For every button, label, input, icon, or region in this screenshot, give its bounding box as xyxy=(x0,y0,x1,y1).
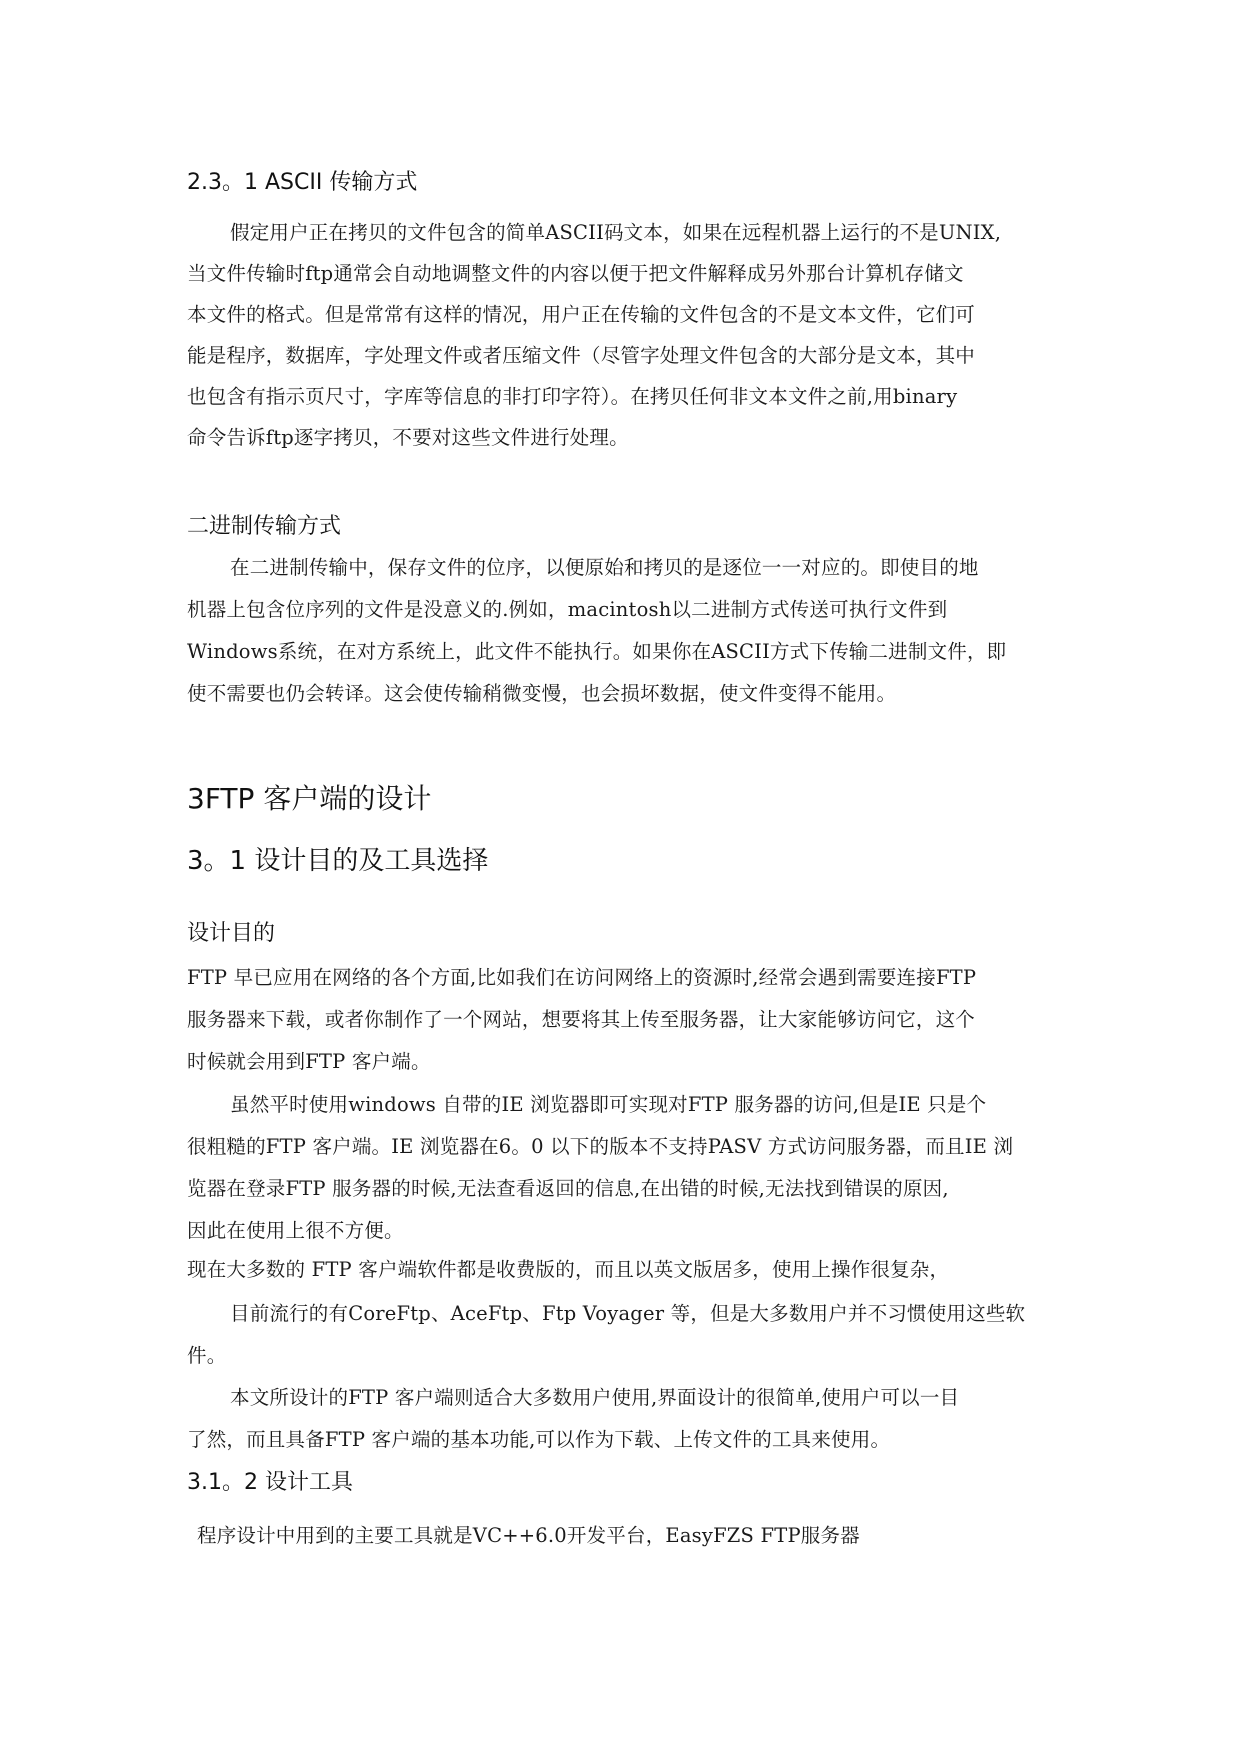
paragraph-line: 现在大多数的 FTP 客户端软件都是收费版的，而且以英文版居多，使用上操作很复杂， xyxy=(187,1258,950,1281)
section-heading-3-1-2: 3.1。2 设计工具 xyxy=(187,1470,353,1495)
paragraph-line: 因此在使用上很不方便。 xyxy=(187,1219,404,1242)
paragraph-line: 使不需要也仍会转译。这会使传输稍微变慢，也会损坏数据，使文件变得不能用。 xyxy=(187,682,897,705)
chapter-heading-3: 3FTP 客户端的设计 xyxy=(187,782,432,815)
paragraph-line: FTP 早已应用在网络的各个方面,比如我们在访问网络上的资源时,经常会遇到需要连接FTP xyxy=(187,966,977,989)
paragraph-line: 能是程序，数据库，字处理文件或者压缩文件（尽管字处理文件包含的大部分是文本，其中 xyxy=(187,344,976,367)
paragraph-line: Windows系统，在对方系统上，此文件不能执行。如果你在ASCII方式下传输二进制文件，即 xyxy=(187,640,1007,663)
section-heading-binary: 二进制传输方式 xyxy=(187,514,342,539)
section-heading-2-3-1: 2.3。1 ASCII 传输方式 xyxy=(187,170,418,195)
paragraph-line: 服务器来下载，或者你制作了一个网站，想要将其上传至服务器，让大家能够访问它，这个 xyxy=(187,1008,976,1031)
paragraph-line: 目前流行的有CoreFtp、AceFtp、Ftp Voyager 等，但是大多数用户并不习惯使用这些软 xyxy=(230,1302,1026,1325)
paragraph-line: 假定用户正在拷贝的文件包含的简单ASCII码文本，如果在远程机器上运行的不是UNIX, xyxy=(230,221,1002,244)
paragraph-line: 时候就会用到FTP 客户端。 xyxy=(187,1050,431,1073)
paragraph-line: 很粗糙的FTP 客户端。IE 浏览器在6。0 以下的版本不支持PASV 方式访问服务器，而且IE 浏 xyxy=(187,1135,1014,1158)
paragraph-line: 程序设计中用到的主要工具就是VC++6.0开发平台，EasyFZS FTP服务器 xyxy=(197,1524,860,1547)
paragraph-line: 件。 xyxy=(187,1344,227,1367)
paragraph-line: 也包含有指示页尺寸，字库等信息的非打印字符）。在拷贝任何非文本文件之前,用binary xyxy=(187,385,958,408)
paragraph-line: 当文件传输时ftp通常会自动地调整文件的内容以便于把文件解释成另外那台计算机存储文 xyxy=(187,262,964,285)
section-heading-3-1: 3。1 设计目的及工具选择 xyxy=(187,846,489,876)
paragraph-line: 在二进制传输中，保存文件的位序，以便原始和拷贝的是逐位一一对应的。即使目的地 xyxy=(230,556,979,579)
section-heading-purpose: 设计目的 xyxy=(187,921,276,946)
paragraph-line: 本文所设计的FTP 客户端则适合大多数用户使用,界面设计的很简单,使用户可以一目 xyxy=(230,1386,960,1409)
paragraph-line: 览器在登录FTP 服务器的时候,无法查看返回的信息,在出错的时候,无法找到错误的原因, xyxy=(187,1177,949,1200)
paragraph-line: 本文件的格式。但是常常有这样的情况，用户正在传输的文件包含的不是文本文件，它们可 xyxy=(187,303,976,326)
paragraph-line: 命令告诉ftp逐字拷贝，不要对这些文件进行处理。 xyxy=(187,426,629,449)
paragraph-line: 了然，而且具备FTP 客户端的基本功能,可以作为下载、上传文件的工具来使用。 xyxy=(187,1428,891,1451)
paragraph-line: 机器上包含位序列的文件是没意义的.例如，macintosh以二进制方式传送可执行文件到 xyxy=(187,598,948,621)
paragraph-line: 虽然平时使用windows 自带的IE 浏览器即可实现对FTP 服务器的访问,但是IE 只是个 xyxy=(230,1093,987,1116)
